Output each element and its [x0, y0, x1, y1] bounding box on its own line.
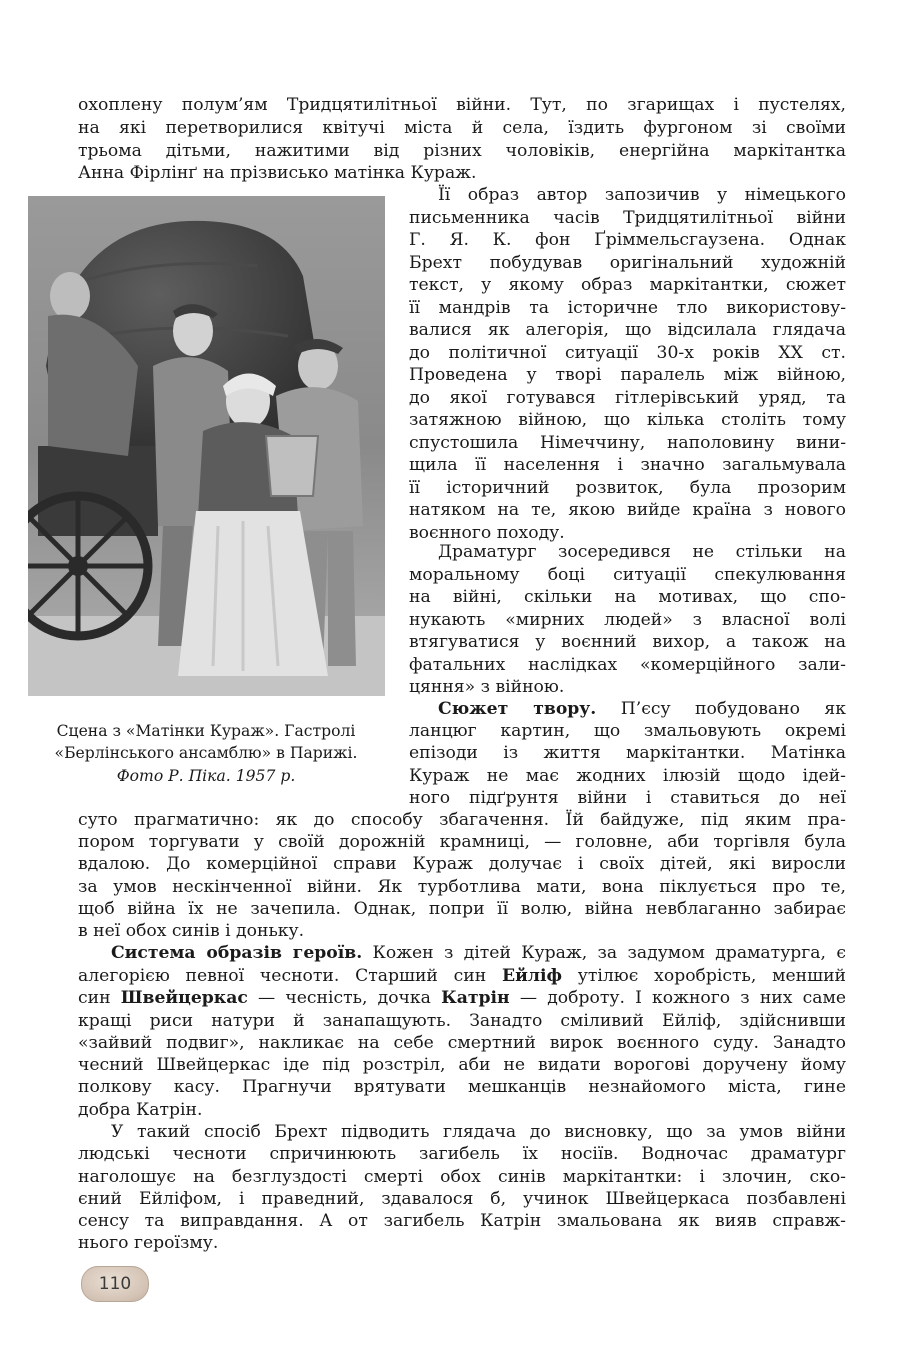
text-line: Сюжет твору. П’єсу побудовано як — [438, 699, 847, 719]
system-heading: Система образів героїв. — [111, 943, 363, 963]
text-line: воєнного походу. — [409, 523, 565, 543]
text-line: єний Ейліфом, і праведний, здавалося б, учинок Швейцеркаса позбавлені — [78, 1189, 846, 1209]
text-line: до якої готувався гітлерівський уряд, та — [409, 388, 846, 408]
text-line: Г. Я. К. фон Ґріммельсгаузена. Однак — [409, 230, 846, 250]
text-line: нукають «мирних людей» з власної волі — [409, 610, 846, 630]
text-line: валися як алегорія, що відсилала глядача — [409, 320, 846, 340]
text-line: за умов нескінченної війни. Як турботлива мати, вона піклується про те, — [78, 877, 846, 897]
text-line: кращі риси натури й занапащують. Занадто сміливий Ейліф, здійснивши — [78, 1011, 846, 1031]
text-line: Кураж не має жодних ілюзій щодо ідей- — [409, 766, 846, 786]
text-line: суто прагматично: як до способу збагачення. Їй байдуже, під яким пра- — [78, 810, 846, 830]
text-line: Брехт побудував оригінальний художній — [409, 253, 846, 273]
text-line: цяння» з війною. — [409, 677, 565, 697]
text-line: Проведена у творі паралель між війною, — [409, 365, 846, 385]
page-number: 110 — [81, 1266, 149, 1302]
text-line: епізоди із життя маркітантки. Матінка — [409, 743, 846, 763]
text-line: в неї обох синів і доньку. — [78, 921, 305, 941]
text-line: пором торгувати у своїй дорожній крамниці, — головне, аби торгівля була — [78, 832, 846, 852]
photo-credit: Фото Р. Піка. 1957 р. — [116, 767, 296, 785]
text-line: син Швейцеркас — чесність, дочка Катрін — доброту. І кожного з них саме — [78, 988, 847, 1008]
text-line: її мандрів та історичне тло використову- — [409, 298, 846, 318]
text-line: щила її населення і значно загальмувала — [409, 455, 846, 475]
text-line: текст, у якому образ маркітантки, сюжет — [409, 275, 846, 295]
text-line: нього героїзму. — [78, 1233, 219, 1253]
text-line: охоплену полум’ям Тридцятилітньої війни. Тут, по згарищах і пустелях, — [78, 95, 846, 115]
text-line: добра Катрін. — [78, 1100, 203, 1120]
character-schweizerkas: Швейцеркас — [120, 988, 248, 1008]
text-line: до політичної ситуації 30-х років ХХ ст. — [409, 343, 846, 363]
text-line: Драматург зосередився не стільки на — [438, 542, 846, 562]
text-line: Система образів героїв. Кожен з дітей Кураж, за задумом драматурга, є — [111, 943, 846, 963]
text-line: чесний Швейцеркас іде під розстріл, аби не видати ворогові доручену йому — [78, 1055, 846, 1075]
text-line: трьома дітьми, нажитими від різних чоловіків, енергійна маркітантка — [78, 141, 846, 161]
text-line: спустошила Німеччину, наполовину вини- — [409, 433, 846, 453]
text-line: письменника часів Тридцятилітньої війни — [409, 208, 846, 228]
plot-heading: Сюжет твору. — [438, 699, 597, 719]
text-line: алегорією певної чесноти. Старший син Ейліф утілює хоробрість, менший — [78, 966, 847, 986]
character-katrin: Катрін — [441, 988, 510, 1008]
text-line: моральному боці ситуації спекулювання — [409, 565, 846, 585]
text-line: сенсу та виправдання. А от загибель Катрін змальована як вияв справж- — [78, 1211, 846, 1231]
text-line: натяком на те, якою вийде країна з нового — [409, 500, 846, 520]
text-line: її історичний розвиток, була прозорим — [409, 478, 846, 498]
text-line: У такий спосіб Брехт підводить глядача до висновку, що за умов війни — [111, 1122, 846, 1142]
text-line: полкову касу. Прагнучи врятувати мешканців незнайомого міста, гине — [78, 1077, 846, 1097]
text-line: фатальних наслідках «комерційного зали- — [409, 655, 846, 675]
text-line: вдалою. До комерційної справи Кураж долучає і своїх дітей, які виросли — [78, 854, 846, 874]
text-line: затяжною війною, що кілька століть тому — [409, 410, 846, 430]
text-line: «зайвий подвиг», накликає на себе смертний вирок воєнного суду. Занадто — [78, 1033, 846, 1053]
text-line: втягуватися у воєнний вихор, а також на — [409, 632, 846, 652]
text-line: ного підґрунтя війни і ставиться до неї — [409, 788, 846, 808]
text-line: Її образ автор запозичив у німецького — [438, 185, 846, 205]
character-eilif: Ейліф — [501, 966, 562, 986]
text-line: на війні, скільки на мотивах, що спо- — [409, 587, 846, 607]
text-line: щоб війна їх не зачепила. Однак, попри її волю, війна невблаганно забирає — [78, 899, 846, 919]
text-line: наголошує на безглуздості смерті обох синів маркітантки: і злочин, ско- — [78, 1167, 846, 1187]
photo-caption-line: «Берлінського ансамблю» в Парижі. — [54, 744, 358, 762]
text-line: на які перетворилися квітучі міста й села, їздить фургоном зі своїми — [78, 118, 846, 138]
text-line: Анна Фірлінґ на прізвисько матінка Кураж. — [78, 163, 477, 183]
theatre-scene-photo — [28, 196, 385, 696]
text-line: ланцюг картин, що змальовують окремі — [409, 721, 846, 741]
photo-caption-line: Сцена з «Матінки Кураж». Гастролі — [56, 722, 356, 740]
text-line: людські чесноти спричинюють загибель їх носіїв. Водночас драматург — [78, 1144, 846, 1164]
